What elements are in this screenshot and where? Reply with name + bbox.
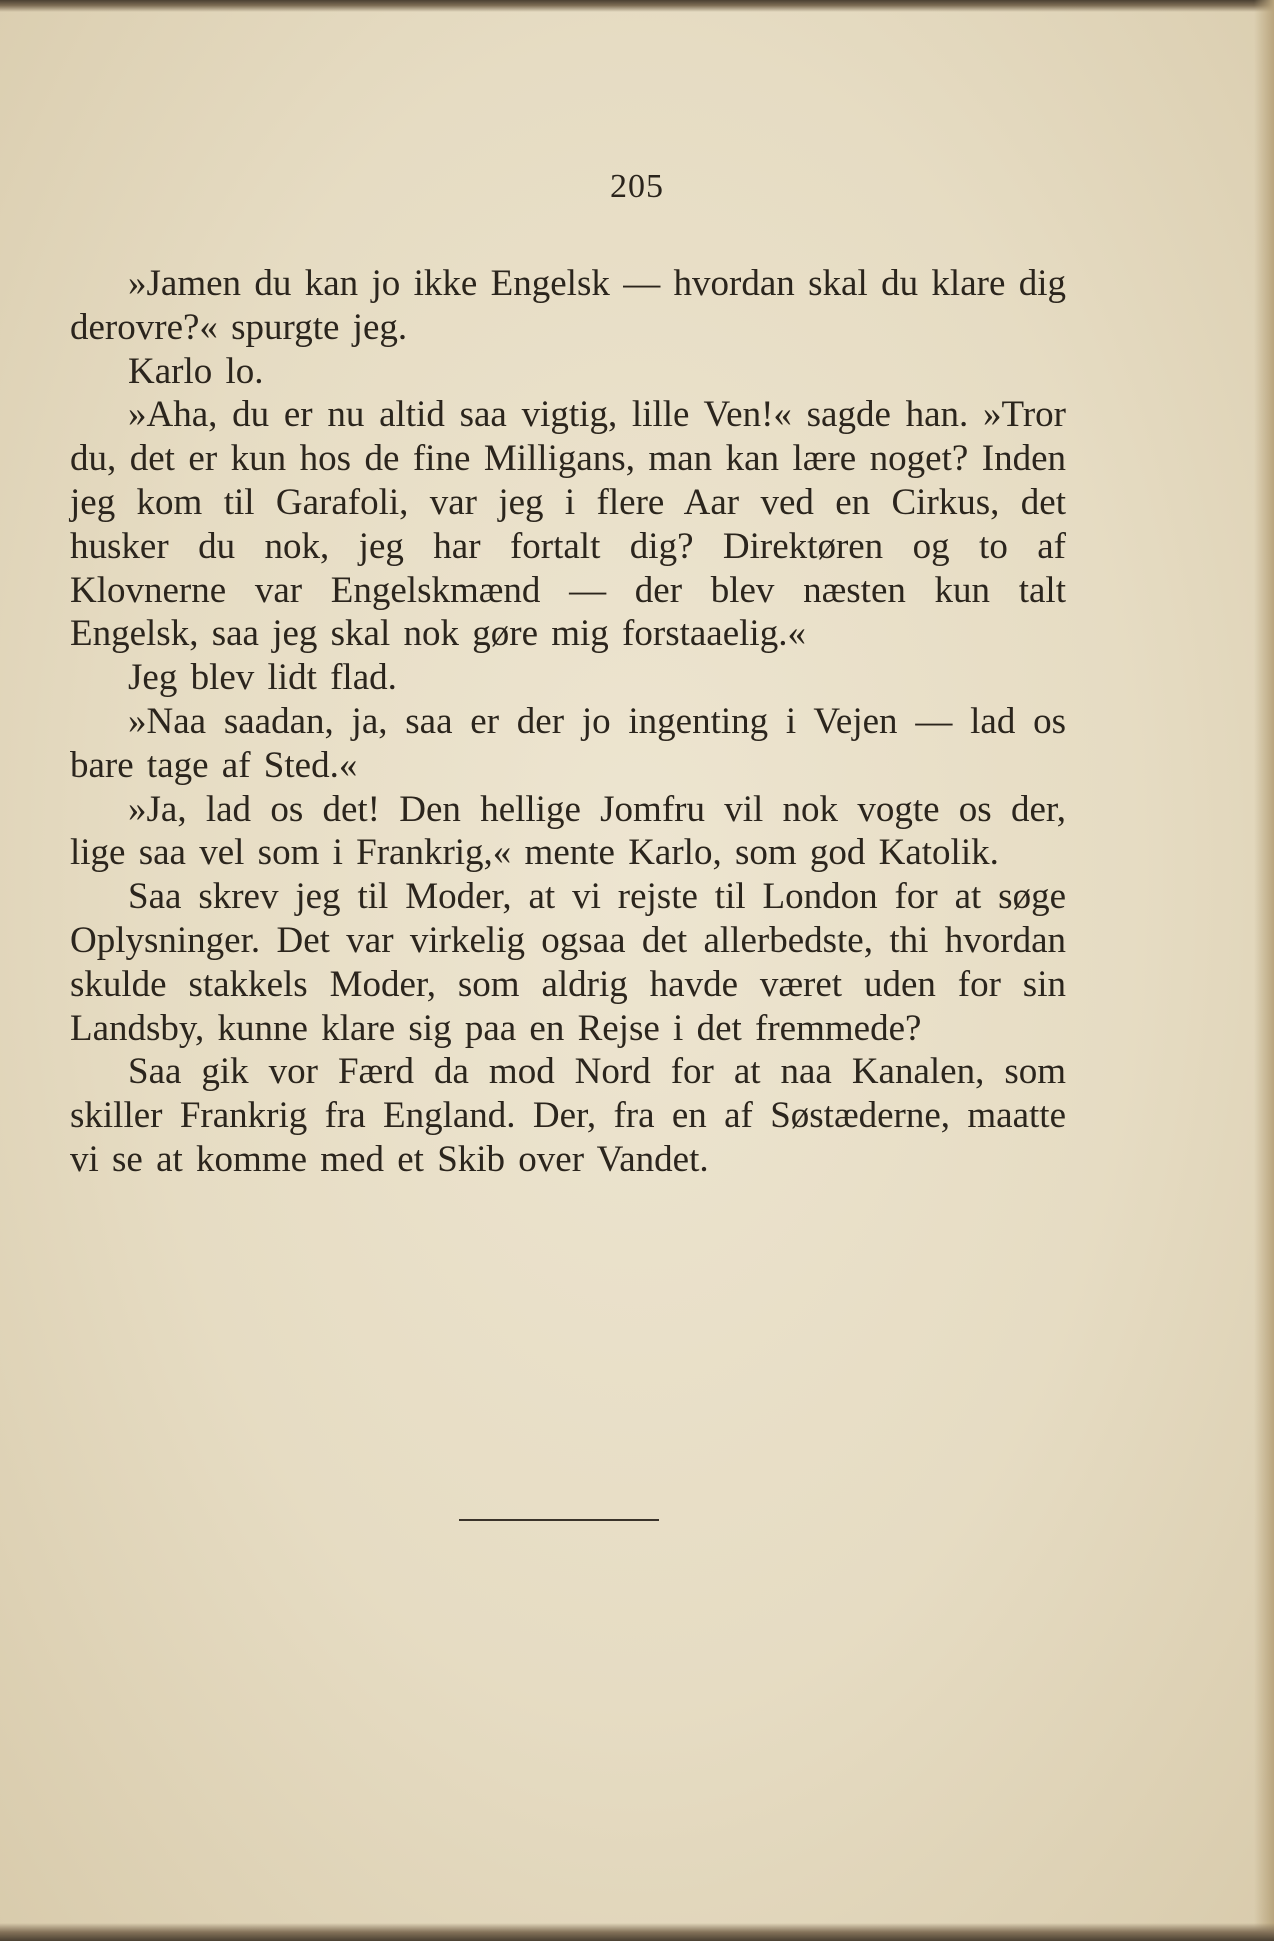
paragraph: Jeg blev lidt flad. xyxy=(128,657,397,699)
page-number: 205 xyxy=(610,168,664,205)
paragraph: Karlo lo. xyxy=(128,350,264,392)
page-top-edge xyxy=(0,0,1274,12)
paragraph: Saa gik vor Færd da mod Nord for at naa Kanalen, som skiller Frankrig fra England. Der, fra en af Søstæderne, maatte vi se at komme med et Skib over Vandet. xyxy=(70,1051,1066,1180)
paragraph: »Naa saadan, ja, saa er der jo ingenting i Vejen — lad os bare tage af Sted.« xyxy=(70,700,1066,786)
page-right-edge xyxy=(1254,0,1274,1941)
paragraph: »Jamen du kan jo ikke Engelsk — hvordan skal du klare dig derovre?« spurgte jeg. xyxy=(70,263,1066,348)
chapter-end-rule xyxy=(459,1519,659,1521)
body-text xyxy=(70,262,1066,1182)
paragraph: »Aha, du er nu altid saa vigtig, lille Ven!« sagde han. »Tror du, det er kun hos de fine Milligans, man kan lære noget? Inden jeg kom til Garafoli, var jeg i flere Aar ved en Cirkus, det husker du nok, jeg har fortalt dig? Direktøren og to af Klovnerne var Engelskmænd — der blev næsten kun talt Engelsk, saa jeg skal nok gøre mig forstaaelig.« xyxy=(70,394,1066,655)
page-bottom-edge xyxy=(0,1923,1274,1941)
paragraph: Saa skrev jeg til Moder, at vi rejste til London for at søge Oplysninger. Det var virkelig ogsaa det allerbedste, thi hvordan skulde stakkels Moder, som aldrig havde været uden for sin Landsby, kunne klare sig paa en Rejse i det fremmede? xyxy=(70,876,1066,1049)
paragraph: »Ja, lad os det! Den hellige Jomfru vil nok vogte os der, lige saa vel som i Frankrig,« mente Karlo, som god Katolik. xyxy=(70,788,1066,874)
